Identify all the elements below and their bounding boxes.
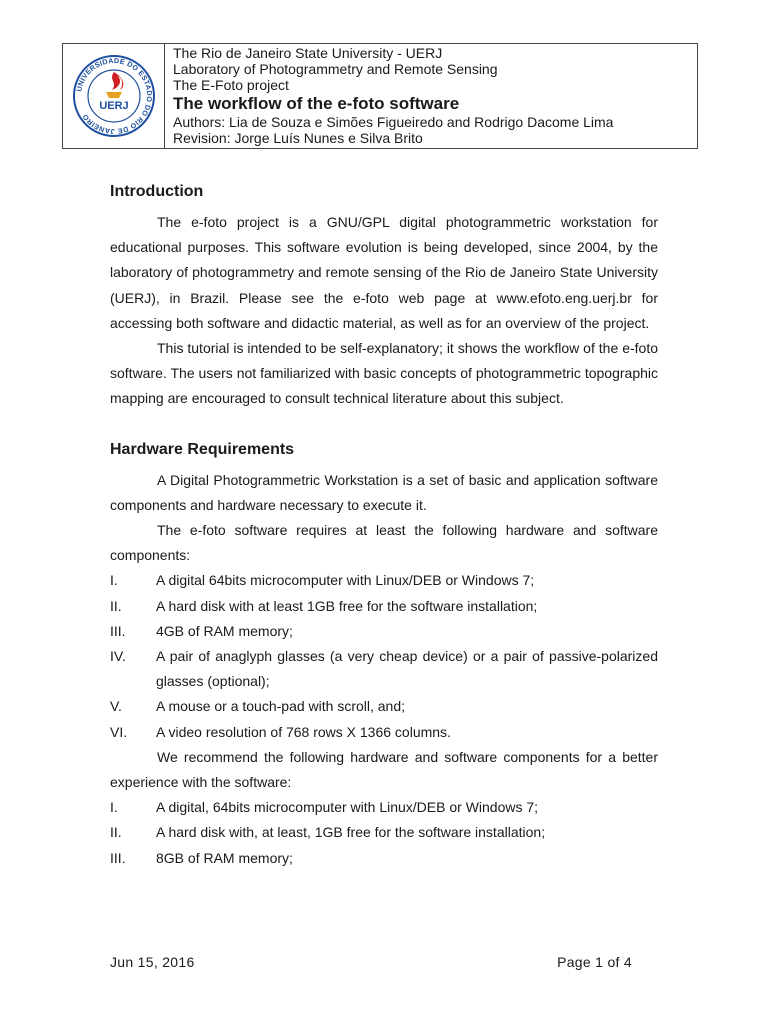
intro-paragraph-2: This tutorial is intended to be self-explanatory; it shows the workflow of the e-foto software. The users not familiarized with basic concepts of photogrammetric topographic mapping are encouraged to consult technical literature about this subject. [110, 340, 658, 407]
list-item-number: V. [110, 698, 122, 715]
document-header [62, 43, 698, 149]
list-item [110, 720, 658, 745]
minimum-requirements-list [110, 568, 658, 744]
hardware-paragraph-3: We recommend the following hardware and software components for a better experience with the software: [110, 748, 658, 791]
list-item [110, 619, 658, 644]
list-item-text: A digital, 64bits microcomputer with Linux/DEB or Windows 7; [156, 799, 539, 816]
intro-paragraph-1: The e-foto project is a GNU/GPL digital photogrammetric workstation for educational purposes. This software evolution is being developed, since 2004, by the laboratory of photogrammetry and remote sensing of the Rio de Janeiro State University (UERJ), in Brazil. Please see the e-foto web page at www.efoto.eng.uerj.br for accessing both software and didactic material, as well as for an overview of the project. [110, 214, 658, 331]
lab-name: Laboratory of Photogrammetry and Remote Sensing [173, 61, 498, 77]
list-item-number: III. [110, 622, 126, 639]
list-item [110, 594, 658, 619]
list-item-text: A pair of anaglyph glasses (a very cheap device) or a pair of passive-polarized glasses (optional); [156, 648, 658, 690]
list-item [110, 568, 658, 593]
list-item-text: A video resolution of 768 rows X 1366 columns. [156, 723, 451, 740]
list-item-number: III. [110, 849, 126, 866]
logo-center-text: UERJ [98, 100, 129, 112]
list-item-number: II. [110, 824, 122, 841]
list-item [110, 795, 658, 820]
list-item-number: II. [110, 597, 122, 614]
university-name: The Rio de Janeiro State University - UERJ [173, 45, 443, 61]
list-item-text: A digital 64bits microcomputer with Linux/DEB or Windows 7; [156, 572, 535, 589]
project-name: The E-Foto project [173, 77, 289, 93]
list-item-text: A mouse or a touch-pad with scroll, and; [156, 698, 406, 715]
list-item-text: 8GB of RAM memory; [156, 849, 293, 866]
hardware-paragraph-2: The e-foto software requires at least the following hardware and software components: [110, 522, 658, 564]
footer-date: Jun 15, 2016 [110, 954, 195, 970]
list-item-text: A hard disk with at least 1GB free for the software installation; [156, 597, 538, 614]
page-footer [110, 954, 632, 970]
list-item-number: VI. [110, 723, 128, 740]
list-item [110, 694, 658, 719]
list-item [110, 846, 658, 871]
header-info [165, 44, 697, 148]
intro-heading: Introduction [110, 183, 204, 200]
revision-line: Revision: Jorge Luís Nunes e Silva Brito [173, 130, 423, 146]
list-item-text: A hard disk with, at least, 1GB free for the software installation; [156, 824, 546, 841]
list-item [110, 644, 658, 694]
list-item-number: I. [110, 572, 118, 589]
flame-icon [112, 72, 123, 90]
hardware-heading: Hardware Requirements [110, 440, 295, 458]
list-item-number: IV. [110, 648, 126, 665]
list-item [110, 820, 658, 845]
uerj-logo [72, 54, 156, 138]
list-item-number: I. [110, 799, 118, 816]
document-title: The workflow of the e-foto software [173, 94, 460, 113]
list-item-text: 4GB of RAM memory; [156, 622, 293, 639]
uerj-logo-cell [63, 44, 165, 148]
recommended-requirements-list [110, 795, 658, 871]
logo-ring-text: UNIVERSIDADE DO ESTADO DO RIO DE JANEIRO [73, 55, 154, 137]
document-body [110, 180, 658, 871]
authors-line: Authors: Lia de Souza e Simões Figueiredo and Rodrigo Dacome Lima [173, 114, 614, 130]
hardware-paragraph-1: A Digital Photogrammetric Workstation is a set of basic and application software components and hardware necessary to execute it. [110, 471, 658, 513]
footer-page-number: Page 1 of 4 [557, 954, 632, 970]
